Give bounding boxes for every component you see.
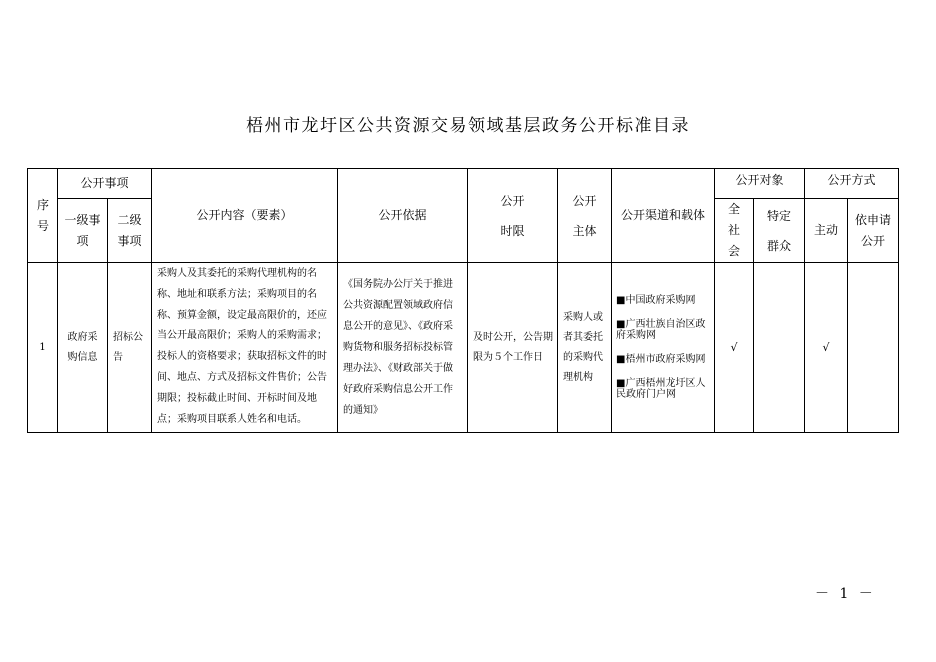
header-subject: 公开主体: [558, 169, 612, 263]
row-content: 采购人及其委托的采购代理机构的名称、地址和联系方法；采购项目的名称、预算金额，设定最高限价的，还应当公开最高限价；采购人的采购需求；投标人的资格要求；获取招标文件的时间、地点、方式及招标文件售价；公告期限；投标截止时间、开标时间及地点；采购项目联系人姓名和电话。: [152, 263, 338, 433]
row-basis: 《国务院办公厅关于推进公共资源配置领域政府信息公开的意见》、《政府采购货物和服务招标投标管理办法》、《财政部关于做好政府采购信息公开工作的通知》: [338, 263, 468, 433]
row-seq: 1: [28, 263, 58, 433]
header-time-limit: 公开时限: [468, 169, 558, 263]
table-row: [28, 263, 899, 433]
row-method-active: √: [805, 263, 848, 433]
header-seq: 序号: [28, 169, 58, 263]
header-method: 公开方式: [805, 169, 899, 199]
header-method-request: 依申请公开: [848, 199, 899, 263]
row-channels: [612, 263, 715, 433]
channel-item: ■广西壮族自治区政府采购网: [616, 319, 706, 341]
header-channels: 公开渠道和载体: [612, 169, 715, 263]
header-items: 公开事项: [58, 169, 152, 199]
row-level1: 政府采购信息: [58, 263, 108, 433]
catalog-table: [27, 168, 899, 433]
row-audience-all: √: [715, 263, 754, 433]
channel-item: ■梧州市政府采购网: [616, 354, 706, 365]
row-method-request: [848, 263, 899, 433]
channel-item: ■中国政府采购网: [616, 295, 696, 306]
document-title: 梧州市龙圩区公共资源交易领域基层政务公开标准目录: [246, 116, 690, 136]
header-method-active: 主动: [805, 199, 848, 263]
header-basis: 公开依据: [338, 169, 468, 263]
header-level1: 一级事项: [58, 199, 108, 263]
header-audience: 公开对象: [715, 169, 805, 199]
page-number: － 1 －: [815, 586, 876, 602]
row-audience-specific: [754, 263, 805, 433]
header-level2: 二级事项: [108, 199, 152, 263]
row-time-limit: 及时公开，公告期限为５个工作日: [468, 263, 558, 433]
header-row-top: [28, 169, 899, 199]
header-audience-all: 全社会: [715, 199, 754, 263]
row-subject: 采购人或者其委托的采购代理机构: [558, 263, 612, 433]
header-audience-specific: 特定群众: [754, 199, 805, 263]
channel-item: ■广西梧州龙圩区人民政府门户网: [616, 378, 706, 400]
header-content: 公开内容（要素）: [152, 169, 338, 263]
row-level2: 招标公告: [108, 263, 152, 433]
